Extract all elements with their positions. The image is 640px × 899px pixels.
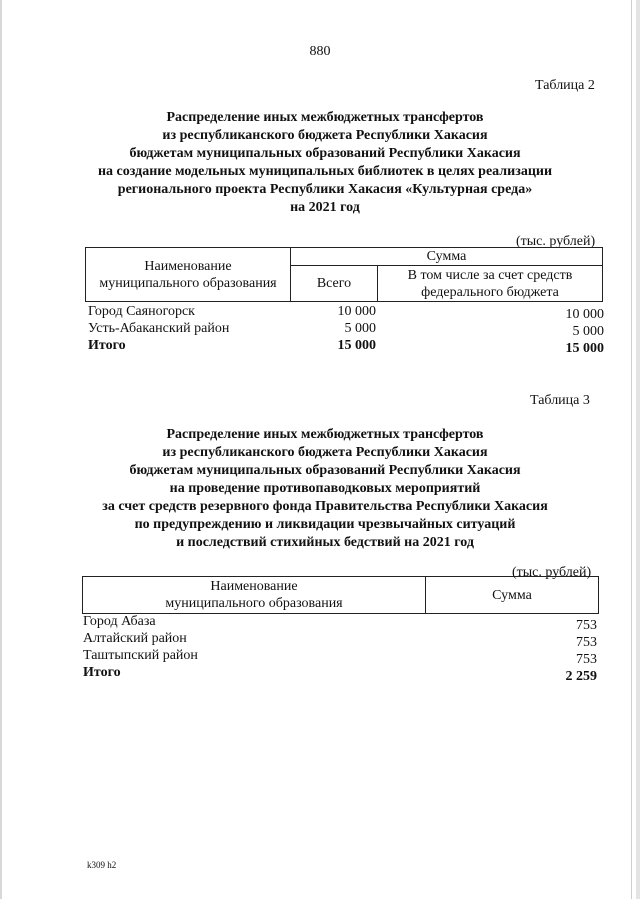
table3-row-name: Город Абаза	[83, 614, 156, 629]
table2-total-value: 15 000	[337, 338, 376, 353]
table2-header-name	[86, 248, 291, 302]
table3-header-name-line1: Наименование	[210, 579, 298, 594]
table3-label: Таблица 3	[530, 393, 590, 408]
table2-header-total: Всего	[291, 266, 378, 302]
table2-title-line: бюджетам муниципальных образований Республики Хакасия	[129, 146, 521, 161]
table3-body	[83, 614, 597, 682]
page-number: 880	[309, 44, 331, 59]
table3-total-label: Итого	[83, 665, 121, 680]
table3-title	[60, 426, 590, 552]
table3-header-name	[83, 577, 426, 614]
table2-row-total: 5 000	[344, 321, 376, 336]
table2-total-label: Итого	[88, 338, 126, 353]
table2-body	[88, 304, 604, 355]
table2-row-federal: 5 000	[572, 324, 604, 339]
table2-row-name: Город Саяногорск	[88, 304, 195, 319]
table2-title-line: на создание модельных муниципальных библиотек в целях реализации	[97, 164, 553, 179]
table2-title-line: на 2021 год	[290, 200, 360, 215]
table2-title-line: регионального проекта Республики Хакасия «Культурная среда»	[117, 182, 533, 197]
table3-row-sum: 753	[576, 635, 597, 650]
scan-edge-right	[636, 0, 640, 899]
table3-title-line: на проведение противопаводковых мероприятий	[169, 481, 481, 496]
table2-row-total: 10 000	[337, 304, 376, 319]
table3-header-name-line2: муниципального образования	[165, 596, 343, 611]
table2-row-federal: 10 000	[565, 307, 604, 322]
table3-title-line: и последствий стихийных бедствий на 2021 год	[176, 535, 474, 550]
table2-total-row	[88, 338, 604, 355]
table3-row-name: Алтайский район	[83, 631, 187, 646]
table-row	[83, 614, 597, 631]
table2-header-name-line2: муниципального образования	[99, 275, 277, 291]
table2-title	[60, 109, 590, 217]
table-row	[88, 304, 604, 321]
table2-header-federal-line1: В том числе за счет средств	[407, 267, 573, 283]
table2-label: Таблица 2	[535, 78, 595, 93]
table2-title-line: Распределение иных межбюджетных трансфертов	[166, 110, 484, 125]
scan-edge-line	[631, 0, 632, 899]
table3-header-sum: Сумма	[426, 577, 599, 614]
table-row	[88, 321, 604, 338]
table3-row-sum: 753	[576, 652, 597, 667]
table2-header	[85, 247, 603, 302]
table2-header-federal-line2: федерального бюджета	[421, 284, 559, 300]
table2-header-sum: Сумма	[291, 248, 603, 266]
table-row	[83, 648, 597, 665]
table2-row-name: Усть-Абаканский район	[88, 321, 230, 336]
table3-row-sum: 753	[576, 618, 597, 633]
table3-unit-note: (тыс. рублей)	[512, 565, 592, 580]
table2-header-name-line1: Наименование	[144, 258, 232, 274]
table2-title-line: из республиканского бюджета Республики Хакасия	[162, 128, 488, 143]
table3-title-line: из республиканского бюджета Республики Хакасия	[162, 445, 488, 460]
table3-title-line: за счет средств резервного фонда Правительства Республики Хакасия	[102, 499, 548, 514]
table3-total-value: 2 259	[565, 669, 597, 684]
table3-title-line: Распределение иных межбюджетных трансфертов	[166, 427, 484, 442]
table2-header-federal	[378, 266, 603, 302]
scan-edge-left	[0, 0, 2, 899]
table2-total-federal: 15 000	[565, 341, 604, 356]
table3-header	[82, 576, 599, 614]
footer-code: k309 h2	[87, 860, 117, 870]
table3-title-line: бюджетам муниципальных образований Республики Хакасия	[129, 463, 521, 478]
table3-title-line: по предупреждению и ликвидации чрезвычайных ситуаций	[134, 517, 516, 532]
table-row	[83, 631, 597, 648]
table3-total-row	[83, 665, 597, 682]
table2-unit-note: (тыс. рублей)	[516, 234, 596, 249]
table3-row-name: Таштыпский район	[83, 648, 198, 663]
